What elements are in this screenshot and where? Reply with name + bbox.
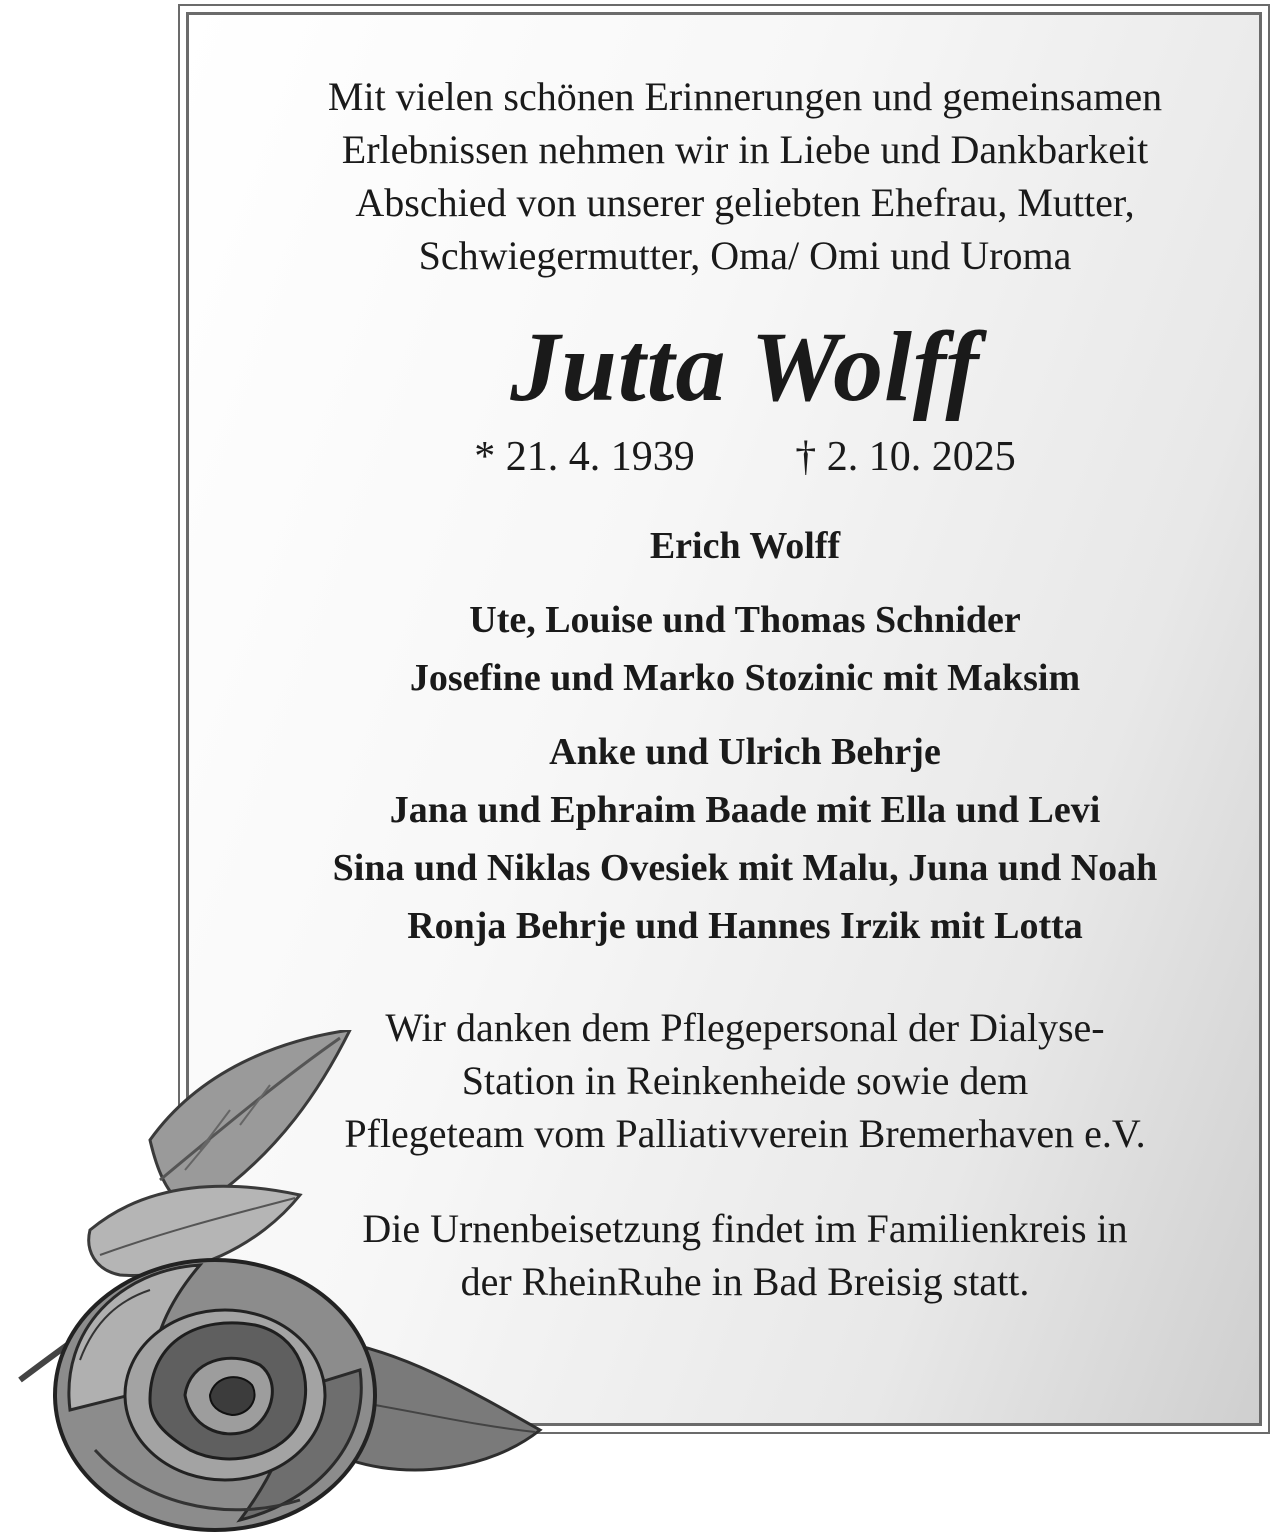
- family-line: Ute, Louise und Thomas Schnider: [469, 599, 1021, 641]
- birth-date: * 21. 4. 1939: [474, 434, 695, 480]
- family-line: Erich Wolff: [649, 525, 841, 567]
- family-group-children-2: [200, 723, 1280, 955]
- thanks-line: Pflegeteam vom Palliativverein Bremerhaven e.V.: [344, 1111, 1146, 1156]
- family-line: Josefine und Marko Stozinic mit Maksim: [409, 657, 1081, 699]
- death-date: † 2. 10. 2025: [795, 434, 1016, 480]
- family-group-spouse: [200, 517, 1280, 575]
- rose-icon: [0, 1030, 560, 1540]
- family-line: Ronja Behrje und Hannes Irzik mit Lotta: [407, 905, 1083, 947]
- intro-text: [200, 70, 1280, 282]
- deceased-name: Jutta Wolff: [510, 311, 980, 422]
- family-line: Anke und Ulrich Behrje: [549, 731, 941, 773]
- intro-line: Erlebnissen nehmen wir in Liebe und Dankbarkeit: [341, 127, 1149, 172]
- thanks-line: Wir danken dem Pflegepersonal der Dialyse-: [385, 1005, 1105, 1050]
- intro-line: Schwiegermutter, Oma/ Omi und Uroma: [418, 233, 1072, 278]
- intro-line: Abschied von unserer geliebten Ehefrau, Mutter,: [355, 180, 1135, 225]
- thanks-line: Station in Reinkenheide sowie dem: [461, 1058, 1029, 1103]
- family-group-children-1: [200, 591, 1280, 707]
- life-dates: [200, 432, 1280, 482]
- intro-line: Mit vielen schönen Erinnerungen und gemeinsamen: [327, 74, 1163, 119]
- burial-line: Die Urnenbeisetzung findet im Familienkreis in: [362, 1206, 1128, 1251]
- family-line: Sina und Niklas Ovesiek mit Malu, Juna und Noah: [332, 847, 1158, 889]
- family-line: Jana und Ephraim Baade mit Ella und Levi: [389, 789, 1101, 831]
- burial-line: der RheinRuhe in Bad Breisig statt.: [460, 1259, 1030, 1304]
